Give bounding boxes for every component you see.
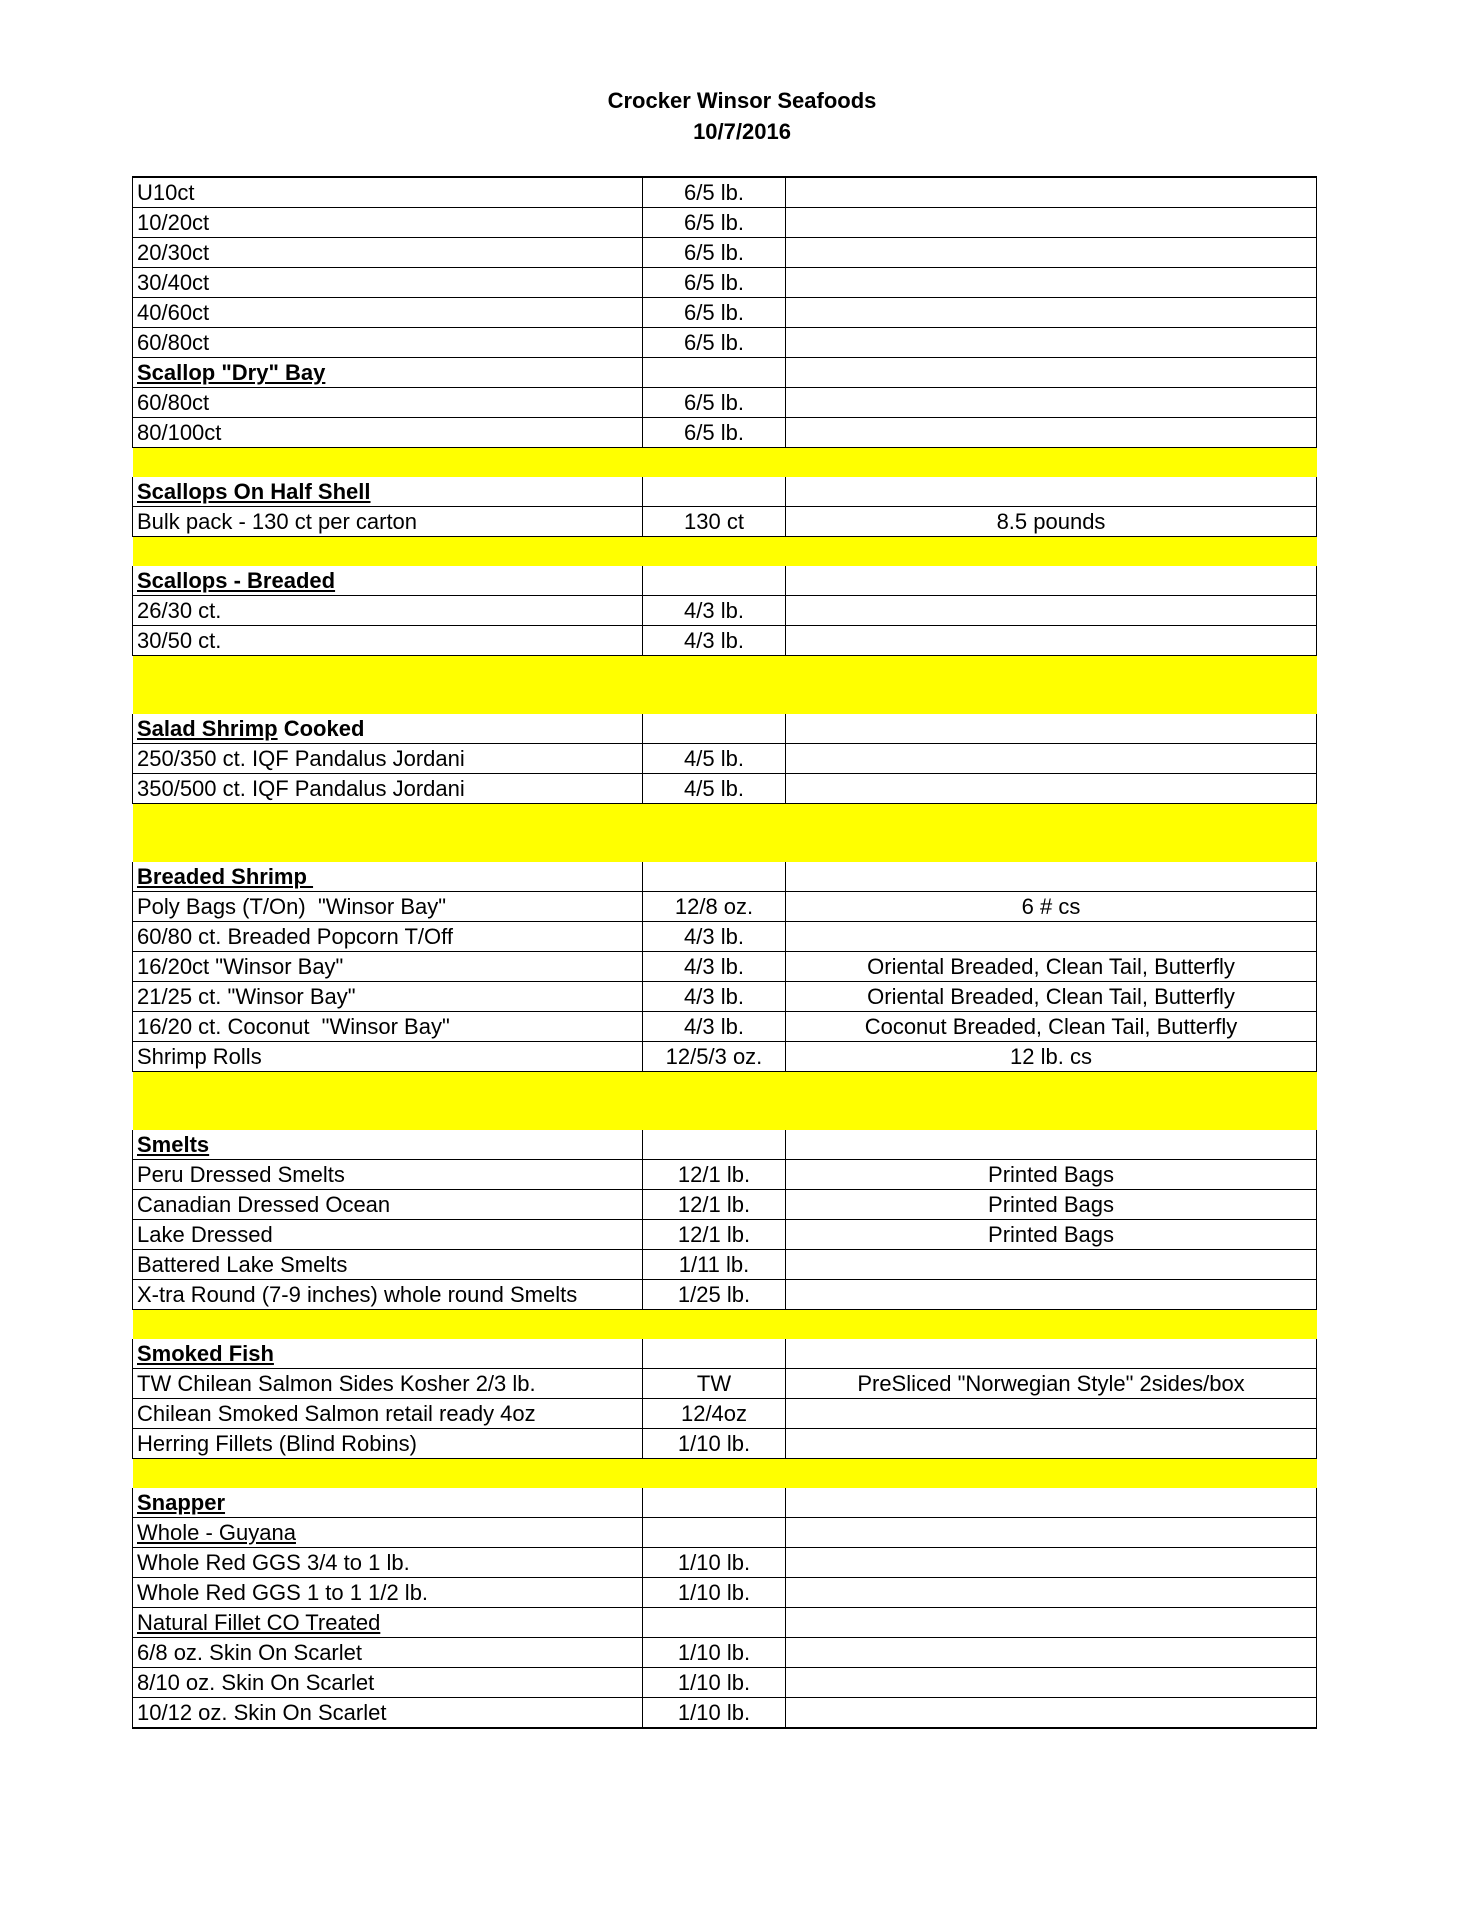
item-note (786, 1250, 1317, 1280)
pack-size: 130 ct (643, 507, 786, 537)
pack-size: 1/10 lb. (643, 1698, 786, 1729)
pack-size: 1/25 lb. (643, 1280, 786, 1310)
item-description: Whole Red GGS 3/4 to 1 lb. (133, 1548, 643, 1578)
table-row (133, 418, 1317, 448)
table-row (133, 1042, 1317, 1072)
section-title: Scallops - Breaded (137, 568, 336, 593)
table-row (133, 1608, 1317, 1638)
item-description (133, 862, 643, 892)
item-note: Printed Bags (786, 1220, 1317, 1250)
item-description: Chilean Smoked Salmon retail ready 4oz (133, 1399, 643, 1429)
item-description (133, 1339, 643, 1369)
item-description (133, 1101, 643, 1130)
table-row (133, 298, 1317, 328)
item-note: Oriental Breaded, Clean Tail, Butterfly (786, 952, 1317, 982)
item-description: 60/80ct (133, 388, 643, 418)
item-note (786, 1578, 1317, 1608)
item-description (133, 477, 643, 507)
pack-size: 1/10 lb. (643, 1548, 786, 1578)
table-row (133, 596, 1317, 626)
item-description (133, 1459, 643, 1489)
pack-size (643, 656, 786, 686)
item-description (133, 833, 643, 862)
item-note (786, 298, 1317, 328)
section-title: Scallops On Half Shell (137, 479, 371, 504)
item-note (786, 1101, 1317, 1130)
pack-size: 6/5 lb. (643, 388, 786, 418)
item-note (786, 714, 1317, 744)
item-note (786, 1072, 1317, 1102)
company-title: Crocker Winsor Seafoods (607, 88, 877, 113)
item-description (133, 1072, 643, 1102)
item-note (786, 656, 1317, 686)
pack-size: 12/1 lb. (643, 1220, 786, 1250)
pack-size: 6/5 lb. (643, 268, 786, 298)
item-note (786, 1280, 1317, 1310)
pack-size: 6/5 lb. (643, 418, 786, 448)
item-description: 40/60ct (133, 298, 643, 328)
item-description (133, 448, 643, 478)
price-list-table (132, 176, 1317, 1729)
pack-size (643, 1488, 786, 1518)
section-header-row (133, 1339, 1317, 1369)
item-description (133, 566, 643, 596)
item-note: 8.5 pounds (786, 507, 1317, 537)
item-description: 350/500 ct. IQF Pandalus Jordani (133, 774, 643, 804)
item-description: Bulk pack - 130 ct per carton (133, 507, 643, 537)
table-row (133, 1518, 1317, 1548)
table-row (133, 892, 1317, 922)
pack-size: 4/3 lb. (643, 952, 786, 982)
item-description: Battered Lake Smelts (133, 1250, 643, 1280)
item-note (786, 1339, 1317, 1369)
table-row (133, 1220, 1317, 1250)
table-row (133, 774, 1317, 804)
table-row (133, 1369, 1317, 1399)
table-row (133, 952, 1317, 982)
pack-size (643, 833, 786, 862)
table-row (133, 922, 1317, 952)
pack-size: 1/10 lb. (643, 1578, 786, 1608)
item-description (133, 804, 643, 834)
table-row (133, 744, 1317, 774)
pack-size: 1/10 lb. (643, 1668, 786, 1698)
table-row (133, 1638, 1317, 1668)
section-spacer-row (133, 656, 1317, 686)
item-description (133, 1518, 643, 1548)
pack-size (643, 862, 786, 892)
pack-size: 4/3 lb. (643, 596, 786, 626)
item-description: 16/20 ct. Coconut "Winsor Bay" (133, 1012, 643, 1042)
item-note (786, 922, 1317, 952)
item-description: Shrimp Rolls (133, 1042, 643, 1072)
item-note (786, 328, 1317, 358)
pack-size: 4/3 lb. (643, 922, 786, 952)
item-note (786, 208, 1317, 238)
pack-size (643, 804, 786, 834)
item-note: Printed Bags (786, 1190, 1317, 1220)
pack-size (643, 1518, 786, 1548)
item-description: 26/30 ct. (133, 596, 643, 626)
item-note (786, 626, 1317, 656)
table-row (133, 1698, 1317, 1729)
item-description: 30/40ct (133, 268, 643, 298)
item-description: 16/20ct "Winsor Bay" (133, 952, 643, 982)
table-row (133, 238, 1317, 268)
item-note (786, 1668, 1317, 1698)
item-description: 10/12 oz. Skin On Scarlet (133, 1698, 643, 1729)
section-spacer-row (133, 804, 1317, 834)
section-title: Smoked Fish (137, 1341, 274, 1366)
item-note (786, 1399, 1317, 1429)
section-title: Snapper (137, 1490, 226, 1515)
section-title: Salad Shrimp (137, 716, 278, 741)
pack-size: TW (643, 1369, 786, 1399)
item-note: Oriental Breaded, Clean Tail, Butterfly (786, 982, 1317, 1012)
pack-size (643, 1459, 786, 1489)
section-header-row (133, 862, 1317, 892)
section-header-row (133, 1488, 1317, 1518)
item-description: TW Chilean Salmon Sides Kosher 2/3 lb. (133, 1369, 643, 1399)
section-spacer-row (133, 833, 1317, 862)
table-row (133, 1250, 1317, 1280)
item-note: Printed Bags (786, 1160, 1317, 1190)
item-note (786, 862, 1317, 892)
pack-size (643, 537, 786, 567)
pack-size: 12/1 lb. (643, 1190, 786, 1220)
table-row (133, 507, 1317, 537)
item-note (786, 1638, 1317, 1668)
item-note: 6 # cs (786, 892, 1317, 922)
item-note (786, 1608, 1317, 1638)
item-note (786, 1310, 1317, 1340)
table-row (133, 982, 1317, 1012)
pack-size (643, 1310, 786, 1340)
pack-size (643, 685, 786, 714)
table-row (133, 328, 1317, 358)
item-note (786, 238, 1317, 268)
item-description (133, 1608, 643, 1638)
pack-size: 12/8 oz. (643, 892, 786, 922)
item-description: 6/8 oz. Skin On Scarlet (133, 1638, 643, 1668)
item-note (786, 1548, 1317, 1578)
item-note (786, 177, 1317, 208)
table-row (133, 626, 1317, 656)
item-note (786, 1488, 1317, 1518)
pack-size: 6/5 lb. (643, 298, 786, 328)
subsection-title: Natural Fillet CO Treated (137, 1610, 381, 1635)
pack-size: 1/10 lb. (643, 1638, 786, 1668)
item-description: 10/20ct (133, 208, 643, 238)
section-header-row (133, 566, 1317, 596)
item-description (133, 656, 643, 686)
item-description: Peru Dressed Smelts (133, 1160, 643, 1190)
item-note (786, 268, 1317, 298)
pack-size: 4/5 lb. (643, 744, 786, 774)
item-note (786, 448, 1317, 478)
item-description: Herring Fillets (Blind Robins) (133, 1429, 643, 1459)
item-note (786, 1130, 1317, 1160)
section-title: Scallop "Dry" Bay (137, 360, 326, 385)
item-note (786, 1459, 1317, 1489)
document-date: 10/7/2016 (693, 119, 791, 144)
section-spacer-row (133, 1101, 1317, 1130)
item-description: 250/350 ct. IQF Pandalus Jordani (133, 744, 643, 774)
table-row (133, 1160, 1317, 1190)
pack-size (643, 358, 786, 388)
item-note (786, 804, 1317, 834)
pack-size: 6/5 lb. (643, 328, 786, 358)
pack-size (643, 1072, 786, 1102)
table-row (133, 177, 1317, 208)
pack-size (643, 1608, 786, 1638)
section-spacer-row (133, 1459, 1317, 1489)
item-description (133, 1130, 643, 1160)
pack-size: 4/3 lb. (643, 1012, 786, 1042)
item-note (786, 744, 1317, 774)
item-description: 21/25 ct. "Winsor Bay" (133, 982, 643, 1012)
pack-size (643, 714, 786, 744)
item-description (133, 537, 643, 567)
subsection-title: Whole - Guyana (137, 1520, 296, 1545)
pack-size (643, 566, 786, 596)
table-row (133, 1578, 1317, 1608)
section-header-row (133, 714, 1317, 744)
section-spacer-row (133, 1072, 1317, 1102)
section-title: Smelts (137, 1132, 210, 1157)
item-note (786, 1429, 1317, 1459)
item-description: 30/50 ct. (133, 626, 643, 656)
pack-size: 12/4oz (643, 1399, 786, 1429)
section-header-row (133, 477, 1317, 507)
section-spacer-row (133, 537, 1317, 567)
table-row (133, 268, 1317, 298)
item-note (786, 566, 1317, 596)
item-note (786, 1698, 1317, 1729)
item-description: 80/100ct (133, 418, 643, 448)
section-spacer-row (133, 1310, 1317, 1340)
item-description: Whole Red GGS 1 to 1 1/2 lb. (133, 1578, 643, 1608)
section-header-row (133, 358, 1317, 388)
item-description: 8/10 oz. Skin On Scarlet (133, 1668, 643, 1698)
table-row (133, 208, 1317, 238)
item-description (133, 1488, 643, 1518)
item-note: PreSliced "Norwegian Style" 2sides/box (786, 1369, 1317, 1399)
table-row (133, 1548, 1317, 1578)
item-note (786, 418, 1317, 448)
pack-size: 4/3 lb. (643, 982, 786, 1012)
table-row (133, 1429, 1317, 1459)
section-title-suffix: Cooked (277, 716, 365, 741)
item-note (786, 596, 1317, 626)
pack-size (643, 448, 786, 478)
item-note (786, 358, 1317, 388)
item-description (133, 1310, 643, 1340)
table-row (133, 1399, 1317, 1429)
section-spacer-row (133, 685, 1317, 714)
item-description: Poly Bags (T/On) "Winsor Bay" (133, 892, 643, 922)
item-description: X-tra Round (7-9 inches) whole round Smelts (133, 1280, 643, 1310)
pack-size: 6/5 lb. (643, 238, 786, 268)
item-description: 60/80 ct. Breaded Popcorn T/Off (133, 922, 643, 952)
pack-size: 12/1 lb. (643, 1160, 786, 1190)
section-spacer-row (133, 448, 1317, 478)
pack-size (643, 1101, 786, 1130)
section-header-row (133, 1130, 1317, 1160)
table-row (133, 1012, 1317, 1042)
item-note (786, 685, 1317, 714)
table-row (133, 1190, 1317, 1220)
item-note (786, 1518, 1317, 1548)
pack-size: 6/5 lb. (643, 177, 786, 208)
item-note (786, 537, 1317, 567)
item-note (786, 774, 1317, 804)
pack-size: 1/10 lb. (643, 1429, 786, 1459)
item-note: 12 lb. cs (786, 1042, 1317, 1072)
table-row (133, 1280, 1317, 1310)
item-note (786, 388, 1317, 418)
pack-size (643, 477, 786, 507)
pack-size (643, 1339, 786, 1369)
item-description (133, 714, 643, 744)
item-note (786, 833, 1317, 862)
pack-size: 4/5 lb. (643, 774, 786, 804)
item-description: Lake Dressed (133, 1220, 643, 1250)
item-description: 60/80ct (133, 328, 643, 358)
table-row (133, 388, 1317, 418)
pack-size: 6/5 lb. (643, 208, 786, 238)
pack-size: 1/11 lb. (643, 1250, 786, 1280)
pack-size: 4/3 lb. (643, 626, 786, 656)
pack-size: 12/5/3 oz. (643, 1042, 786, 1072)
item-description: 20/30ct (133, 238, 643, 268)
pack-size (643, 1130, 786, 1160)
section-title: Breaded Shrimp (137, 864, 314, 889)
item-description (133, 358, 643, 388)
item-note (786, 477, 1317, 507)
item-description: Canadian Dressed Ocean (133, 1190, 643, 1220)
table-row (133, 1668, 1317, 1698)
item-note: Coconut Breaded, Clean Tail, Butterfly (786, 1012, 1317, 1042)
item-description (133, 685, 643, 714)
item-description: U10ct (133, 177, 643, 208)
